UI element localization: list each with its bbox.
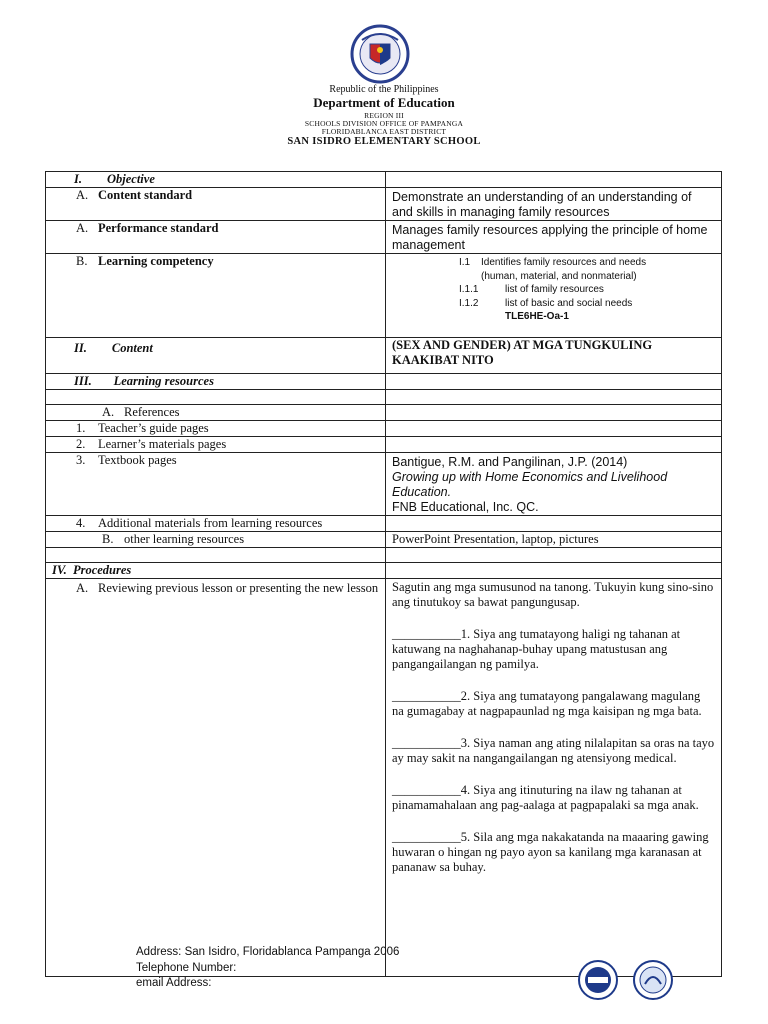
learners-materials-label: 2. Learner’s materials pages: [46, 437, 386, 453]
textbook-value: [386, 453, 722, 516]
tuv-certification-icon: [574, 960, 622, 1000]
content-heading: II. Content: [46, 338, 386, 374]
teachers-guide-label: 1. Teacher’s guide pages: [46, 421, 386, 437]
footer-telephone: Telephone Number:: [136, 962, 237, 974]
review-instructions: Sagutin ang mga sumusunod na tanong. Tukuyin kung sino-sino ang tinutukoy sa bawat pangungusap.: [392, 580, 714, 609]
division-line: SCHOOLS DIVISION OFFICE OF PAMPANGA: [304, 119, 464, 128]
department-title: Department of Education: [313, 95, 455, 110]
region-line: REGION III: [364, 111, 404, 120]
school-name: SAN ISIDRO ELEMENTARY SCHOOL: [287, 136, 481, 147]
republic-line: Republic of the Philippines: [329, 84, 439, 95]
references-label: A. References: [46, 405, 386, 421]
textbook-title: Growing up with Home Economics and Livelihood Education.: [392, 470, 668, 499]
competency-code: TLE6HE-Oa-1: [505, 311, 569, 322]
review-question-1: ___________1. Siya ang tumatayong haligi ng tahanan at katuwang na naghahanap-buhay upang matustusan ang pangangailangan ng pamilya.: [392, 627, 681, 671]
performance-standard-label: A. Performance standard: [46, 221, 386, 254]
review-lesson-label: A. Reviewing previous lesson or presenting the new lesson: [46, 579, 386, 977]
learning-competency-label: B. Learning competency: [46, 254, 386, 338]
other-resources-label: B. other learning resources: [46, 532, 386, 548]
deped-seal-icon: [348, 24, 412, 84]
textbook-label: 3. Textbook pages: [46, 453, 386, 516]
content-value: (SEX AND GENDER) AT MGA TUNGKULING KAAKIBAT NITO: [386, 338, 722, 374]
review-question-2: ___________2. Siya ang tumatayong pangalawang magulang na gumagabay at nagpapaunlad ng mga kaisipan ng mga bata.: [392, 689, 702, 718]
review-question-4: ___________4. Siya ang itinuturing na ilaw ng tahanan at pinamamahalaan ang pag-aalaga at pagpapalaki sa mga anak.: [392, 783, 699, 812]
footer-address: Address: San Isidro, Floridablanca Pampanga 2006: [136, 946, 400, 958]
other-resources-value: PowerPoint Presentation, laptop, pictures: [386, 532, 722, 548]
review-question-3: ___________3. Siya naman ang ating nilalapitan sa oras na tayo ay may sakit na nangangailangan ng atensiyong medical.: [392, 736, 715, 765]
district-line: FLORIDABLANCA EAST DISTRICT: [321, 127, 447, 136]
procedures-heading: IV. Procedures: [46, 563, 386, 579]
iqnet-certification-icon: [628, 960, 678, 1000]
lesson-plan-table: [45, 171, 722, 977]
textbook-publisher: FNB Educational, Inc. QC.: [392, 500, 539, 514]
textbook-author: Bantigue, R.M. and Pangilinan, J.P. (2014): [392, 455, 628, 469]
learning-competency-value: I.1 Identifies family resources and needs (human, material, and nonmaterial) I.1.1 list of family resources I.1.2 list of basic and social needs TLE6HE-Oa-1: [386, 254, 722, 338]
footer-email: email Address:: [136, 977, 212, 989]
review-question-5: ___________5. Sila ang mga nakakatanda na maaaring gawing huwaran o hingan ng payo ayon sa kanilang mga karanasan at pananaw sa buhay.: [392, 830, 709, 874]
review-lesson-content: [386, 579, 722, 977]
performance-standard-value: Manages family resources applying the principle of home management: [386, 221, 722, 254]
objective-heading: I. Objective: [46, 172, 386, 188]
learning-resources-heading: III. Learning resources: [46, 374, 386, 390]
additional-materials-label: 4. Additional materials from learning resources: [46, 516, 386, 532]
content-standard-value: Demonstrate an understanding of an understanding of and skills in managing family resources: [386, 188, 722, 221]
content-standard-label: A. Content standard: [46, 188, 386, 221]
